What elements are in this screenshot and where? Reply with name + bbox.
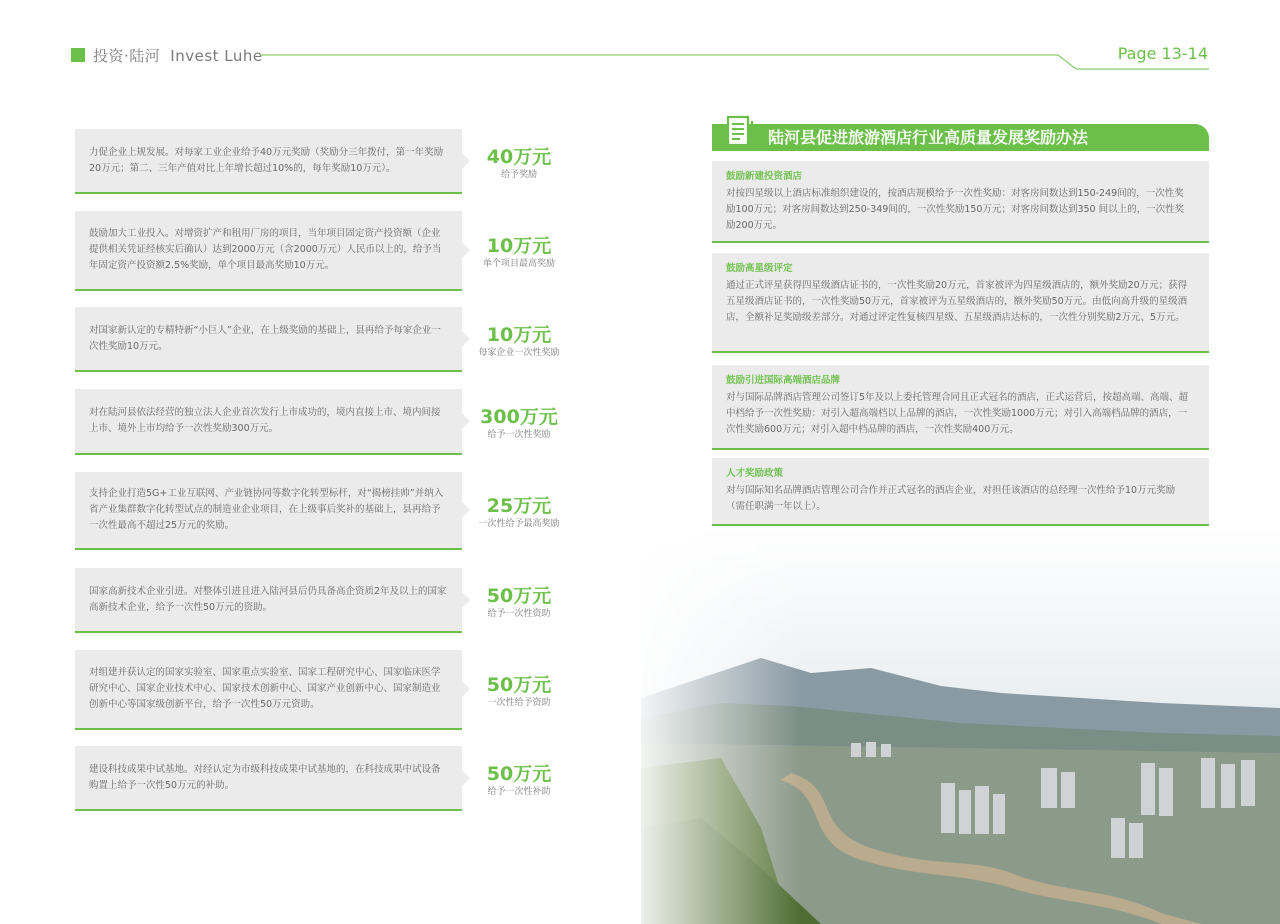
amount-caption: 单个项目最高奖励 (482, 259, 555, 269)
policy-section-brand (712, 365, 1209, 450)
section-title: 鼓励高星级评定 (726, 263, 793, 274)
amount-caption: 给予一次性补助 (487, 787, 551, 797)
incentive-text: 支持企业打造5G+工业互联网、产业链协同等数字化转型标杆，对“揭榜挂帅”并纳入省产业集群数字化转型试点的制造业企业项目，在上级事后奖补的基础上，县再给予一次性最高不超过25万元的奖励。 (89, 488, 444, 531)
amount-value: 10万元 (486, 235, 552, 257)
section-text: 对与国际知名品牌酒店管理公司合作并正式冠名的酒店企业，对担任该酒店的总经理一次性给予10万元奖励（需任职满一年以上）。 (726, 485, 1176, 512)
incentive-card-8 (75, 746, 462, 811)
page-number: Page 13-14 (1117, 44, 1208, 63)
header-rule (0, 0, 1280, 80)
incentive-text: 对在陆河县依法经营的独立法人企业首次发行上市成功的，境内直接上市、境内间接上市、境外上市均给予一次性奖励300万元。 (89, 407, 441, 434)
incentive-text: 对组建并获认定的国家实验室、国家重点实验室、国家工程研究中心、国家临床医学研究中心、国家企业技术中心、国家技术创新中心、国家产业创新中心、国家制造业创新中心等国家级创新平台，给予一次性50万元资助。 (89, 667, 441, 710)
policy-section-new-hotel (712, 161, 1209, 243)
city-aerial-photo (641, 528, 1280, 924)
section-text: 对与国际品牌酒店管理公司签订5年及以上委托管理合同且正式冠名的酒店，正式运营后，按超高端、高端、超中档给予一次性奖励：对引入超高端档以上品牌的酒店，一次性奖励1000万元；对引入高端档品牌的酒店，一次性奖励600万元；对引入超中档品牌的酒店，一次性奖励400万元。 (726, 392, 1189, 435)
amount-value: 50万元 (486, 674, 552, 696)
policy-title: 陆河县促进旅游酒店行业高质量发展奖励办法 (768, 128, 1089, 147)
amount-caption: 给予奖励 (500, 170, 537, 180)
incentive-card-4 (75, 389, 462, 455)
policy-section-star-rating (712, 253, 1209, 353)
section-title: 鼓励引进国际高端酒店品牌 (726, 375, 841, 386)
incentive-text: 建设科技成果中试基地。对经认定为市级科技成果中试基地的，在科技成果中试设备购置上给予一次性50万元的补助。 (89, 763, 441, 791)
amount-caption: 给予一次性资助 (487, 609, 551, 619)
incentive-text: 力促企业上规发展。对每家工业企业给予40万元奖励（奖励分三年拨付，第一年奖励20万元；第二、三年产值对比上年增长超过10%的，每年奖励10万元）。 (89, 146, 444, 174)
header-title-en: Invest Luhe (170, 47, 263, 65)
incentive-amount-2 (470, 234, 568, 271)
section-text: 对按四星级以上酒店标准组织建设的，按酒店规模给予一次性奖励：对客房间数达到150-249间的，一次性奖励100万元；对客房间数达到250-349间的，一次性奖励150万元；对客房间数达到350 间以上的，一次性奖励200万元。 (726, 188, 1185, 231)
amount-caption: 每家企业一次性奖励 (478, 348, 560, 358)
document-icon (722, 113, 762, 153)
incentive-card-2 (75, 211, 462, 291)
section-title: 人才奖励政策 (726, 468, 784, 479)
amount-value: 50万元 (486, 585, 552, 607)
incentive-amount-1 (470, 145, 568, 182)
amount-caption: 一次性给予最高奖励 (478, 519, 560, 529)
city-landscape-illustration (641, 528, 1280, 924)
amount-value: 300万元 (480, 406, 558, 428)
incentive-card-5 (75, 472, 462, 550)
incentive-text: 鼓励加大工业投入。对增资扩产和租用厂房的项目，当年项目固定资产投资额（企业提供相关凭证经核实后确认）达到2000万元（含2000万元）人民币以上的，给予当年固定资产投资额2.5%奖励，单个项目最高奖励10万元。 (89, 228, 442, 271)
header-title-cn: 投资·陆河 (93, 47, 161, 65)
header-title (93, 45, 263, 66)
amount-value: 10万元 (486, 324, 552, 346)
incentive-amount-5 (470, 494, 568, 531)
incentive-amount-3 (470, 323, 568, 360)
incentive-amount-8 (470, 762, 568, 799)
incentive-text: 国家高新技术企业引进。对整体引进且进入陆河县后仍具备高企资质2年及以上的国家高新技术企业，给予一次性50万元的资助。 (89, 585, 447, 613)
incentive-text: 对国家新认定的专精特新“小巨人”企业，在上级奖励的基础上，县再给予每家企业一次性奖励10万元。 (89, 324, 441, 352)
incentive-amount-7 (470, 673, 568, 710)
policy-section-talent (712, 458, 1209, 526)
header-accent-square (71, 48, 85, 62)
section-text: 通过正式评星获得四星级酒店证书的，一次性奖励20万元，首家被评为四星级酒店的，额外奖励20万元；获得五星级酒店证书的，一次性奖励50万元，首家被评为五星级酒店的，额外奖励50万元。由低向高升级的星级酒店，全额补足奖励级差部分。对通过评定性复核四星级、五星级酒店达标的，一次性分别奖励2万元、5万元。 (726, 280, 1188, 323)
amount-caption: 给予一次性奖励 (487, 430, 551, 440)
incentive-card-3 (75, 307, 462, 372)
amount-caption: 一次性给予资助 (487, 698, 551, 708)
incentive-amount-4 (470, 405, 568, 442)
incentive-card-6 (75, 568, 462, 633)
incentive-card-1 (75, 129, 462, 194)
amount-value: 40万元 (486, 146, 552, 168)
amount-value: 25万元 (486, 495, 552, 517)
section-title: 鼓励新建投资酒店 (726, 171, 803, 182)
amount-value: 50万元 (486, 763, 552, 785)
incentive-amount-6 (470, 584, 568, 621)
incentive-card-7 (75, 650, 462, 730)
